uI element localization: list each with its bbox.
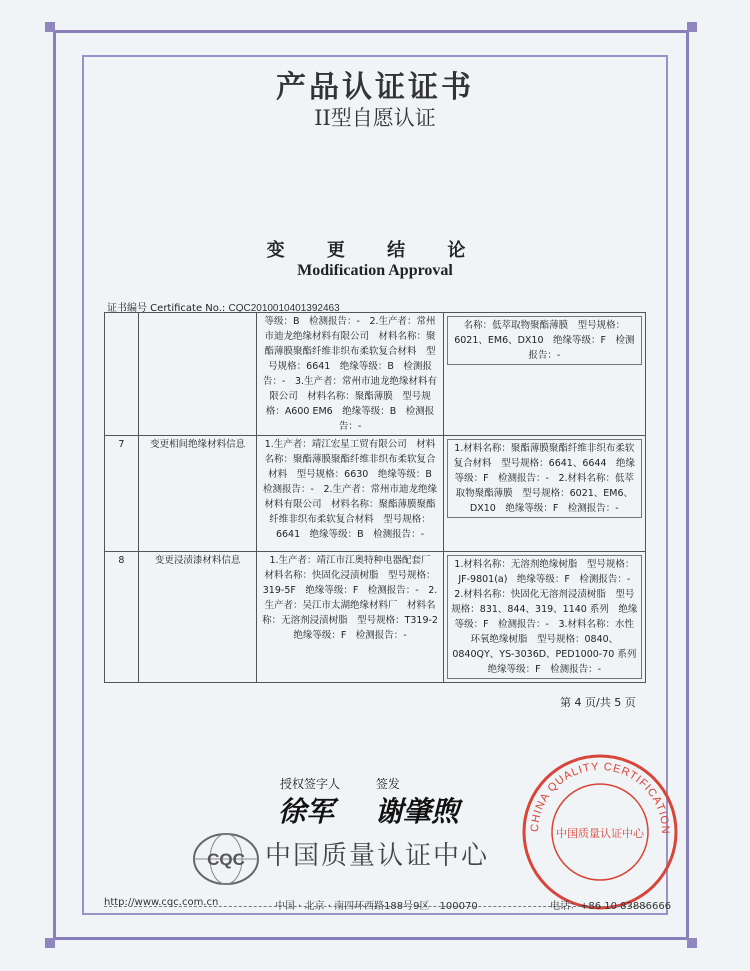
row-after-cell bbox=[443, 313, 645, 436]
certificate-subtitle: II型自愿认证 bbox=[314, 106, 436, 130]
row-before: 1.生产者：靖江宏星工贸有限公司 材料名称：聚酯薄膜聚酯纤维非织布柔软复合材料 型号规格：6630 绝缘等级：B 检测报告：- 2.生产者：常州市迪龙绝缘材料有限公司 材料名称：聚酯薄膜聚酯纤维非织布柔软复合材料 型号规格：6641 绝缘等级：B 检测报告：- bbox=[257, 436, 443, 552]
table-row bbox=[105, 552, 646, 683]
row-number: 7 bbox=[105, 436, 139, 552]
row-before: 1.生产者：靖江市江奥特种电器配套厂 材料名称：快固化浸渍树脂 型号规格：319-5F 绝缘等级：F 检测报告：- 2.生产者：吴江市太湖绝缘材料厂 材料名称：无溶剂浸渍树脂 型号规格：T319-2 绝缘等级：F 检测报告：- bbox=[257, 552, 443, 683]
certificate-number-label: 证书编号 Certificate No.: bbox=[107, 303, 226, 314]
row-before: 等级：B 检测报告：- 2.生产者：常州市迪龙绝缘材料有限公司 材料名称：聚酯薄膜聚酯纤维非织布柔软复合材料 型号规格：6641 绝缘等级：B 检测报告：- 3.生产者：常州市迪龙绝缘材料有限公司 材料名称：聚酯薄膜 型号规格：A600 EM6 绝缘等级：B 检测报告：- bbox=[257, 313, 443, 436]
corner-ornament bbox=[687, 22, 697, 32]
seal-center-text: 中国质量认证中心 bbox=[556, 827, 644, 840]
footer-phone: 电话：+86 10 83886666 bbox=[550, 901, 672, 912]
row-after: 1.材料名称：聚酯薄膜聚酯纤维非织布柔软复合材料 型号规格：6641、6644 绝缘等级：F 检测报告：- 2.材料名称：低萃取物聚酯薄膜 型号规格：6021、EM6、DX10 绝缘等级：F 检测报告：- bbox=[447, 439, 642, 518]
svg-text:CHINA QUALITY CERTIFICATION CE bbox=[520, 752, 671, 835]
corner-ornament bbox=[45, 938, 55, 948]
row-after: 名称：低萃取物聚酯薄膜 型号规格：6021、EM6、DX10 绝缘等级：F 检测报告：- bbox=[447, 316, 642, 365]
row-item bbox=[138, 313, 257, 436]
row-item: 变更相间绝缘材料信息 bbox=[138, 436, 257, 552]
section-title-en: Modification Approval bbox=[297, 262, 453, 279]
row-after: 1.材料名称：无溶剂绝缘树脂 型号规格：JF-9801(a) 绝缘等级：F 检测报告：- 2.材料名称：快固化无溶剂浸渍树脂 型号规格：831、844、319、1140 系列 绝缘等级：F 检测报告：- 3.材料名称：水性环氧绝缘树脂 型号规格：0840、0840QY、YS-3036D、PED1000-70 系列 绝缘等级：F 检测报告：- bbox=[447, 555, 642, 679]
table-row bbox=[105, 313, 646, 436]
issued-label: 签发 bbox=[375, 777, 400, 791]
logo-text: CQC bbox=[207, 850, 245, 869]
page-number: 第 4 页/共 5 页 bbox=[560, 696, 636, 709]
row-number: 8 bbox=[105, 552, 139, 683]
corner-ornament bbox=[45, 22, 55, 32]
modification-table bbox=[104, 312, 646, 683]
cqc-logo bbox=[192, 832, 260, 890]
signature-2: 谢肇煦 bbox=[375, 795, 460, 828]
certificate-title: 产品认证证书 bbox=[276, 70, 474, 105]
corner-ornament bbox=[687, 938, 697, 948]
table-row bbox=[105, 436, 646, 552]
row-number bbox=[105, 313, 139, 436]
footer-url[interactable]: http://www.cqc.com.cn bbox=[104, 897, 219, 908]
signature-1: 徐军 bbox=[278, 795, 335, 828]
row-item: 变更浸渍漆材料信息 bbox=[138, 552, 257, 683]
section-title-cn: 变 更 结 论 bbox=[266, 240, 484, 261]
authorized-signatory-label: 授权签字人 bbox=[280, 777, 341, 791]
row-after-cell bbox=[443, 436, 645, 552]
row-after-cell bbox=[443, 552, 645, 683]
organization-name: 中国质量认证中心 bbox=[265, 841, 490, 871]
footer-address: 中国 · 北京 · 南四环西路188号9区 100070 bbox=[275, 901, 478, 912]
official-seal bbox=[520, 752, 680, 916]
seal-ring-text: CHINA QUALITY CERTIFICATION bbox=[528, 760, 672, 835]
certificate-number-value: CQC2010010401392463 bbox=[228, 303, 340, 314]
